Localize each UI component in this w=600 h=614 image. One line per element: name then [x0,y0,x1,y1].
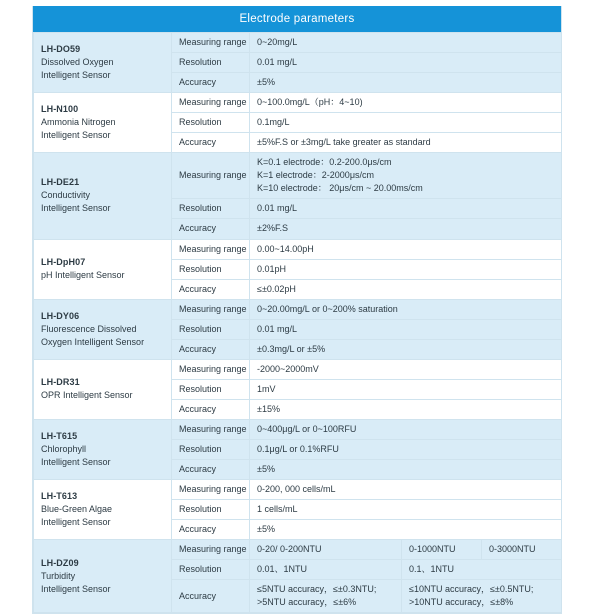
parameter-label-cell: Measuring range [172,299,250,319]
sensor-description-line: Intelligent Sensor [41,130,111,141]
parameter-label-cell: Measuring range [172,239,250,259]
sensor-description-line: OPR Intelligent Sensor [41,390,133,401]
parameter-label-cell: Resolution [172,199,250,219]
sensor-description-line: Turbidity [41,570,76,581]
sensor-name-cell [34,419,172,479]
parameter-label-cell: Accuracy [172,460,250,480]
value-cell: ±0.3mg/L or ±5% [250,339,562,359]
parameter-label-cell: Accuracy [172,339,250,359]
value-cell: 0~100.0mg/L（pH：4~10) [250,93,562,113]
parameter-label-cell: Accuracy [172,399,250,419]
parameter-label-cell: Resolution [172,113,250,133]
parameter-label-cell: Accuracy [172,73,250,93]
parameter-label-cell: Measuring range [172,93,250,113]
sensor-name-cell [34,299,172,359]
table-row [34,33,562,53]
sensor-description-line: Ammonia Nitrogen [41,117,116,128]
value-cell-secondary: 0-1000NTU [402,540,482,560]
sensor-name-cell [34,93,172,153]
value-cell: -2000~2000mV [250,359,562,379]
table-row [34,299,562,319]
parameter-label-cell: Accuracy [172,219,250,239]
value-cell: 0.01 mg/L [250,319,562,339]
sensor-description-line: pH Intelligent Sensor [41,270,125,281]
sensor-description-line: Intelligent Sensor [41,457,111,468]
value-cell-primary: 0-20/ 0-200NTU [250,540,402,560]
sensor-description-line: Fluorescence Dissolved [41,323,137,334]
sensor-model: LH-N100 [41,104,79,115]
parameter-label-cell: Measuring range [172,480,250,500]
parameter-label-cell: Measuring range [172,359,250,379]
sensor-model: LH-T613 [41,491,78,502]
parameter-label-cell: Accuracy [172,580,250,613]
value-cell: 1 cells/mL [250,500,562,520]
table-row [34,239,562,259]
parameter-label-cell: Measuring range [172,540,250,560]
sensor-model: LH-DE21 [41,177,80,188]
sensor-description-line: Intelligent Sensor [41,203,111,214]
sensor-name-cell [34,153,172,239]
parameter-label-cell: Resolution [172,439,250,459]
spec-table [33,32,562,613]
parameter-label-cell: Resolution [172,319,250,339]
value-line: ≤10NTU accuracy，≤±0.5NTU; [409,584,534,595]
value-cell: ±15% [250,399,562,419]
parameter-label-cell: Resolution [172,259,250,279]
sensor-description-line: Intelligent Sensor [41,517,111,528]
table-row [34,93,562,113]
value-cell: 0~400μg/L or 0~100RFU [250,419,562,439]
table-row [34,480,562,500]
sensor-description-line: Dissolved Oxygen [41,57,114,68]
value-cell: 0.1mg/L [250,113,562,133]
value-cell-primary: 0.01、1NTU [250,560,402,580]
parameter-label-cell: Accuracy [172,279,250,299]
value-line: >10NTU accuracy，≤±8% [409,597,514,608]
value-cell-primary [250,580,402,613]
sensor-description-line: Chlorophyll [41,443,87,454]
value-cell: 0~20mg/L [250,33,562,53]
value-cell: 0.01 mg/L [250,53,562,73]
parameter-label-cell: Resolution [172,379,250,399]
sensor-description-line: Oxygen Intelligent Sensor [41,336,145,347]
parameter-label-cell: Resolution [172,500,250,520]
value-cell: 1mV [250,379,562,399]
table-row [34,419,562,439]
table-row [34,359,562,379]
value-cell: 0.01 mg/L [250,199,562,219]
value-cell: 0.1μg/L or 0.1%RFU [250,439,562,459]
value-line: K=1 electrode：2-2000μs/cm [257,170,374,181]
parameter-label-cell: Accuracy [172,520,250,540]
value-cell: ±5% [250,460,562,480]
sensor-name-cell [34,33,172,93]
value-cell: 0.01pH [250,259,562,279]
parameter-label-cell: Measuring range [172,153,250,199]
sensor-description-line: Blue-Green Algae [41,504,113,515]
value-cell: 0.00~14.00pH [250,239,562,259]
parameter-label-cell: Resolution [172,53,250,73]
parameter-label-cell: Resolution [172,560,250,580]
table-row [34,153,562,199]
value-cell: ±5% [250,73,562,93]
parameter-label-cell: Measuring range [172,33,250,53]
sensor-model: LH-DpH07 [41,257,86,268]
sensor-model: LH-DO59 [41,44,81,54]
value-cell: ±2%F.S [250,219,562,239]
parameter-label-cell: Measuring range [172,419,250,439]
value-line: K=10 electrode： 20μs/cm ~ 20.00ms/cm [257,183,423,194]
value-cell: ±5% [250,520,562,540]
sensor-name-cell [34,480,172,540]
sensor-description-line: Intelligent Sensor [41,70,111,81]
table-row [34,540,562,560]
sensor-description-line: Intelligent Sensor [41,583,111,594]
value-line: ≤5NTU accuracy，≤±0.3NTU; [257,584,377,595]
sensor-model: LH-DR31 [41,377,80,388]
value-cell: ±5%F.S or ±3mg/L take greater as standard [250,133,562,153]
value-cell: 0~20.00mg/L or 0~200% saturation [250,299,562,319]
electrode-parameters-table [32,6,562,614]
value-cell-secondary: 0.1、1NTU [402,560,562,580]
parameter-label-cell: Accuracy [172,133,250,153]
value-cell-secondary [402,580,562,613]
table-title: Electrode parameters [33,6,561,32]
value-cell: ≤±0.02pH [250,279,562,299]
sensor-model: LH-DZ09 [41,557,79,568]
value-cell [250,153,562,199]
sensor-name-cell [34,239,172,299]
sensor-model: LH-T615 [41,430,78,441]
value-cell: 0-200, 000 cells/mL [250,480,562,500]
value-cell-tertiary: 0-3000NTU [482,540,562,560]
sensor-model: LH-DY06 [41,310,80,321]
sensor-description-line: Conductivity [41,190,91,201]
value-line: >5NTU accuracy，≤±6% [257,597,357,608]
value-line: K=0.1 electrode：0.2-200.0μs/cm [257,157,392,168]
sensor-name-cell [34,359,172,419]
sensor-name-cell [34,540,172,613]
